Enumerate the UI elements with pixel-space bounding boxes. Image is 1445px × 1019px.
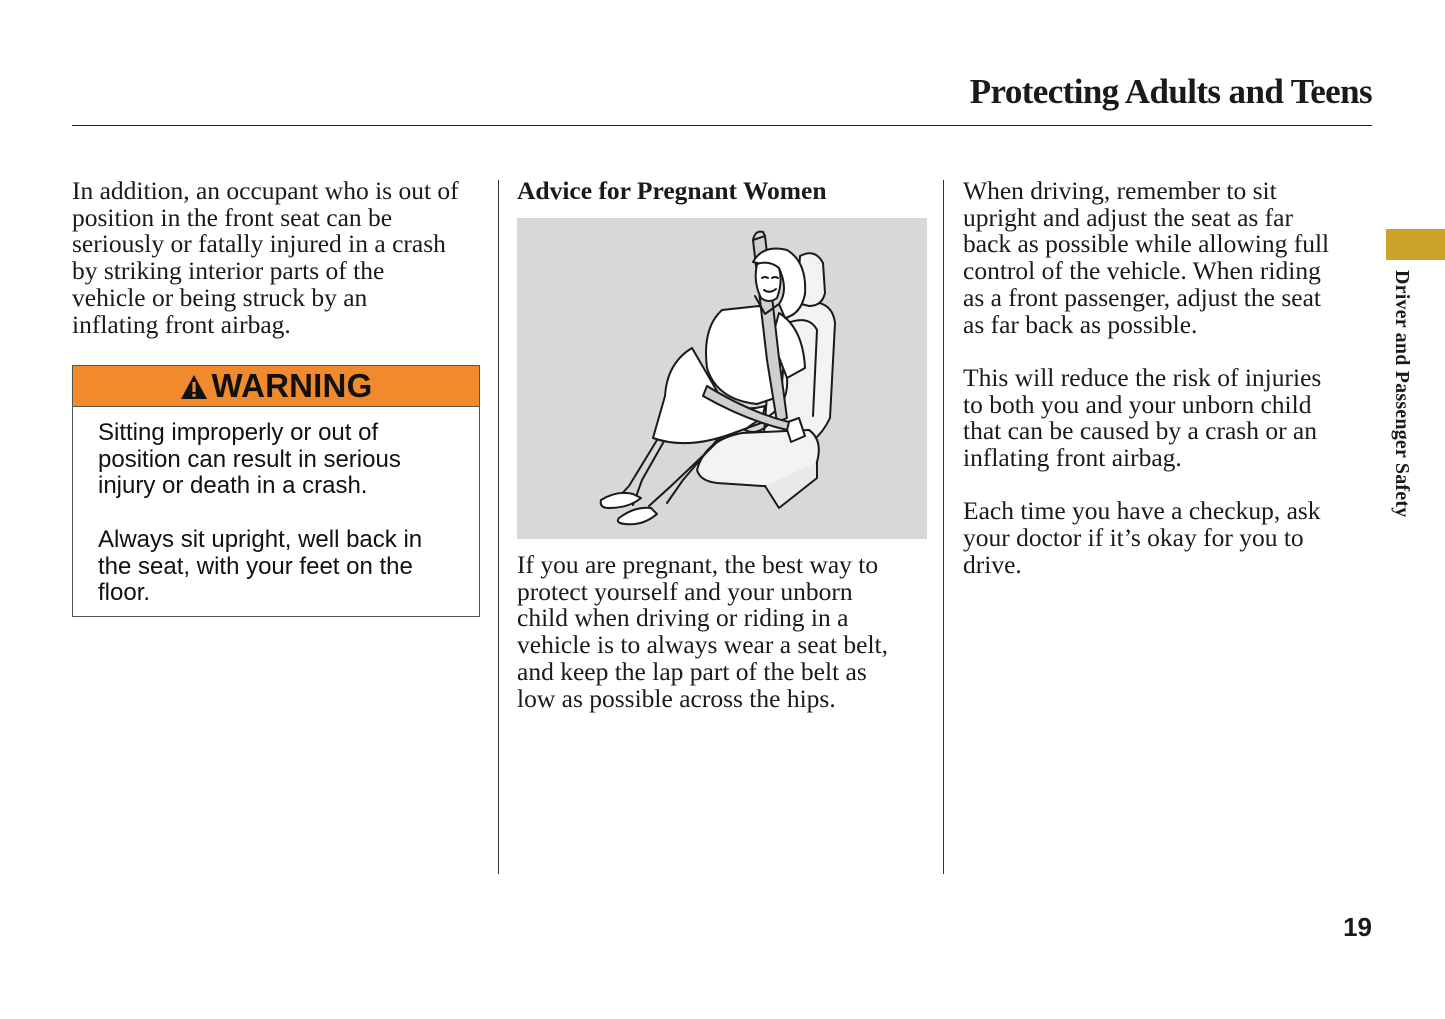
text-line: Each time you have a checkup, ask	[963, 496, 1321, 526]
text-line: that can be caused by a crash or an	[963, 416, 1317, 446]
text-line: the seat, with your feet on the	[98, 552, 413, 580]
column-1	[72, 178, 487, 338]
text-line: as far back as possible.	[963, 309, 1198, 339]
section-tab-marker	[1386, 229, 1445, 260]
text-line: and keep the lap part of the belt as	[517, 656, 867, 686]
text-line: If you are pregnant, the best way to	[517, 550, 879, 579]
column-divider-right	[943, 180, 944, 874]
text-line: inflating front airbag.	[72, 309, 291, 339]
warning-paragraph	[98, 527, 479, 607]
section-side-label: Driver and Passenger Safety	[1391, 270, 1413, 518]
text-line: protect yourself and your unborn	[517, 576, 853, 606]
text-line: Sitting improperly or out of	[98, 419, 379, 446]
text-line: inflating front airbag.	[963, 443, 1182, 473]
page-title: Protecting Adults and Teens	[969, 72, 1372, 111]
intro-paragraph	[72, 178, 487, 338]
warning-paragraph	[98, 420, 479, 500]
pregnancy-paragraph-container	[517, 552, 888, 712]
text-line: to both you and your unborn child	[963, 389, 1312, 419]
section-heading: Advice for Pregnant Women	[517, 176, 827, 205]
column-3	[963, 178, 1363, 579]
warning-box	[72, 365, 480, 617]
text-line: When driving, remember to sit	[963, 176, 1277, 205]
column-divider-left	[498, 180, 499, 874]
page-number: 19	[1343, 912, 1372, 942]
text-line: This will reduce the risk of injuries	[963, 362, 1322, 392]
warning-triangle-icon	[180, 374, 208, 400]
text-line: upright and adjust the seat as far	[963, 202, 1293, 232]
text-line: your doctor if it’s okay for you to	[963, 523, 1304, 553]
text-line: child when driving or riding in a	[517, 603, 849, 633]
text-line: low as possible across the hips.	[517, 683, 836, 713]
column-2	[517, 178, 932, 205]
title-divider	[72, 125, 1372, 126]
text-line: floor.	[98, 579, 151, 607]
text-line: vehicle or being struck by an	[72, 282, 368, 312]
text-line: back as possible while allowing full	[963, 229, 1330, 259]
text-line: In addition, an occupant who is out of	[72, 176, 459, 205]
pregnant-woman-seatbelt-illustration	[517, 218, 927, 539]
warning-title: WARNING	[211, 367, 373, 404]
text-line: by striking interior parts of the	[72, 256, 385, 286]
text-line: Always sit upright, well back in	[98, 525, 423, 553]
text-line: position can result in serious	[98, 445, 401, 473]
pregnancy-paragraph	[517, 552, 888, 712]
text-line: injury or death in a crash.	[98, 472, 368, 500]
warning-body	[73, 407, 479, 607]
text-line: position in the front seat can be	[72, 202, 393, 232]
text-line: seriously or fatally injured in a crash	[72, 229, 446, 259]
text-line: control of the vehicle. When riding	[963, 256, 1321, 286]
text-line: vehicle is to always wear a seat belt,	[517, 630, 889, 660]
driving-paragraph	[963, 178, 1363, 338]
risk-paragraph	[963, 362, 1363, 473]
warning-header	[73, 366, 479, 407]
checkup-paragraph	[963, 498, 1363, 578]
text-line: as a front passenger, adjust the seat	[963, 282, 1321, 312]
text-line: drive.	[963, 549, 1022, 579]
